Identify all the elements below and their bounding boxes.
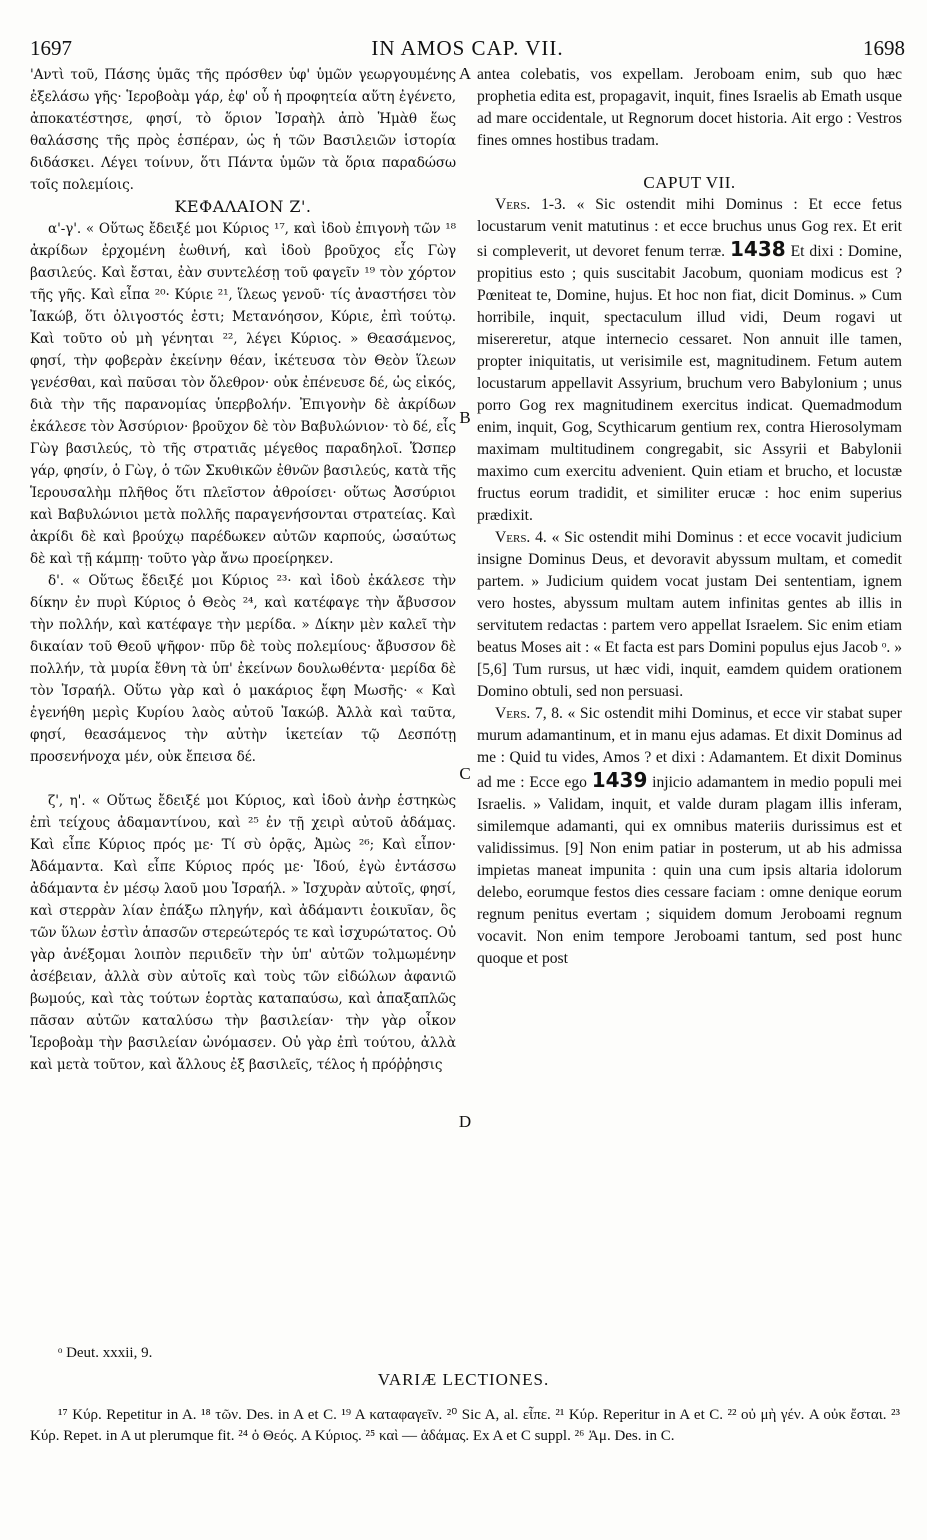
page-header xyxy=(30,36,905,62)
spacer xyxy=(30,768,456,790)
latin-paragraph-4 xyxy=(477,703,902,970)
greek-paragraph-3: δ'. « Οὕτως ἔδειξέ μοι Κύριος ²³· καὶ ἰδοὺ ἐκάλεσε τὴν δίκην ἐν πυρὶ Κύριος ὁ Θεὸς ²⁴, καὶ κατέφαγε τὴν ἄβυσσον τὴν πολλήν, καὶ κατέφαγε τὴν μερίδα. » Δίκην μὲν καλεῖ τὴν δικαίαν τοῦ Θεοῦ ψῆφον· πῦρ δὲ τοὺς πολεμίους· ἄβυσσον δὲ πολλήν, τὰ μυρία ἔθνη τὰ ὑπ' ἐκείνων δουλωθέντα· μερίδα δὲ τὸν Ἰσραήλ. Οὕτω γὰρ καὶ ὁ μακάριος ἔφη Μωσῆς· « Καὶ ἐγενήθη μερὶς Κυρίου λαὸς αὐτοῦ Ἰακώβ. Ἀλλὰ καὶ ταῦτα, φησί, θεασάμενος τὴν αὐτὴν ἱκετείαν τῷ Δεσπότῃ προσενήνοχα μέν, οὐκ ἔπεισα δέ. xyxy=(30,573,456,765)
page-number-left: 1697 xyxy=(30,36,72,60)
latin-column xyxy=(477,64,902,970)
greek-paragraph-4: ζ', η'. « Οὕτως ἔδειξέ μοι Κύριος, καὶ ἰδοὺ ἀνὴρ ἑστηκὼς ἐπὶ τείχους ἀδαμαντίνου, καὶ ²⁵ ἐν τῇ χειρὶ αὐτοῦ ἀδάμας. Καὶ εἶπε Κύριος πρός με· Τί σὺ ὁρᾷς, Ἀμὼς ²⁶; Καὶ εἶπον· Ἀδάμαντα. Καὶ εἶπε Κύριος πρός με· Ἰδού, ἐγὼ ἐντάσσω ἀδάμαντα ἐν μέσῳ λαοῦ μου Ἰσραήλ. » Ἰσχυρὰν αὐτοῖς, φησί, καὶ στερρὰν λίαν ἐπάξω πληγήν, καὶ ἀδάμαντι ἐοικυῖαν, ὃς τῶν ὕλων ἐστὶν ἁπασῶν στερεώτερός τε καὶ ἰσχυρώτατος. Οὐ γὰρ ἀνέξομαι λοιπὸν περιιδεῖν τὴν ὑπ' αὐτῶν τολμωμένην ἀσέβειαν, ἀλλὰ σὺν αὐτοῖς καὶ τοὺς τῶν εἰδώλων ἀφανιῶ βωμούς, καὶ τὰς τούτων ἑορτὰς καταπαύσω, καὶ ἀπαξαπλῶς πᾶσαν αὐτῶν καταλύσω τὴν βασιλείαν· τὴν γὰρ οἶκον Ἱεροβοὰμ τὴν βασιλείαν ὠνόμασεν. Οὐ γὰρ ἐπὶ τούτου, ἀλλὰ καὶ μετὰ τοῦτον, καὶ ἄλλους ἐξ βασιλεῖς, τέλος ἡ πρόῤῥησις xyxy=(30,793,456,1073)
variae-lectiones-title: VARIÆ LECTIONES. xyxy=(377,1370,550,1389)
latin-text: « Sic ostendit mihi Dominus : Et ecce fetus locustarum venit matutinus : et ecce bruchus unus Gog rex. Et erit si compleverit, ut devoret fenum terræ. xyxy=(477,196,902,260)
latin-text: Et dixi : Domine, propitius esto ; quis suscitabit Jacobum, quoniam modicus est ? Pœniteat te, Domine, hujus. Et hoc non fiat, dicit Dominus. » Cum horribile, inquit, spectaculum illud vidi, Deum rogavi ut misereretur, atque internecio cessaret. Non annuit ille tamen, propter iniquitatis, ut verisimile est, magnitudinem. Fetum autem locustarum appellavit Assyrium, bruchum vero Babylonium ; unus porro Gog rex magnitudinem exercitus indicat. Quemadmodum enim, inquit, Gog, Scythicarum gentium rex, contra Hierosolymam maximam multitudinem congregabit, sic Assyrii et Babylonii maximo cum exercitu advenient. Quin etiam et brucho, et locustæ fructus eorum tradidit, et similiter erucæ : hoc enim superius prædixit. xyxy=(477,243,902,524)
verse-ref: Vers. 1-3. xyxy=(495,196,566,213)
greek-paragraph-2: α'-γ'. « Οὕτως ἔδειξέ μοι Κύριος ¹⁷, καὶ ἰδοὺ ἐπιγονὴ τῶν ¹⁸ ἀκρίδων ἐρχομένη ἑωθινή, καὶ ἰδοὺ βροῦχος εἷς Γὼγ βασιλεύς. Καὶ ἔσται, ἐὰν συντελέσῃ τοῦ φαγεῖν ¹⁹ τὸν χόρτον τῆς γῆς. Καὶ εἶπα ²⁰· Κύριε ²¹, ἵλεως γενοῦ· τίς ἀναστήσει τὸν Ἰακώβ, ὅτι ὀλιγοστός ἐστι; Μετανόησον, Κύριε, ἐπὶ τούτῳ. Καὶ τοῦτο οὐ μὴ γένηται ²², λέγει Κύριος. » Θεασάμενος, φησί, τὴν φοβερὰν ἐκείνην θέαν, ἱκέτευσα τὸν Θεὸν ἵλεων γενέσθαι, καὶ παῦσαι τὸν ὄλεθρον· οὐκ ἐπένευσε δέ, ὡς εἰκός, διὰ τὴν τῆς παρανομίας ὑπερβολήν. Ἐπιγονὴν δὲ ἀκρίδων ἐκάλεσε τὸν Ἀσσύριον· βροῦχον δὲ τὸν Βαβυλώνιον· τὸ δέ, εἷς Γὼγ βασιλεύς, τὸ τῆς στρατιᾶς μέγεθος παραδηλοῖ. Ὥσπερ γάρ, φησίν, ὁ Γὼγ, ὁ τῶν Σκυθικῶν ἐθνῶν βασιλεύς, κατὰ τῆς Ἱερουσαλὴμ πλῆθος ὅτι πλεῖστον ἀθροίσει· οὕτως Ἀσσύριοι καὶ Βαβυλώνιοι μετὰ πολλῆς παραγενήσονται στρατείας. Καὶ ἀκρίδι δὲ καὶ βρούχῳ παρέδωκεν αὐτῶν καρπούς, ὡσαύτως δὲ καὶ τῇ κάμπῃ· τοῦτο γὰρ ἄνω προείρηκεν. xyxy=(30,221,456,567)
latin-text: « Sic ostendit mihi Dominus : et ecce vocavit judicium insigne Dominus Deus, et devoravit abyssum multam, et comedit partem. » Judicium quidem vocat justam Dei sententiam, ignem vero hostes, abyssum multam autem infinitas gentes ab illis in servitutem redactas : partem vero appellat Israelem. Sic enim etiam beatus Moses ait : « Et facta est pars Domini populus ejus Jacob ᵒ. » [5,6] Tum rursus, ut hæc vidi, inquit, eamdem quidem orationem Domino obtuli, sed non persuasi. xyxy=(477,529,902,700)
latin-paragraph-2 xyxy=(477,194,902,527)
verse-ref: Vers. 7, 8. xyxy=(495,705,563,722)
column-number: 1438 xyxy=(730,237,786,261)
running-title: IN AMOS CAP. VII. xyxy=(371,36,564,60)
latin-text: injicio adamantem in medio populi mei Israelis. » Validam, inquit, et valde duram plagam illis inferam, similemque adamanti, qui ex omnibus materiis durissimus est et validissimus. [9] Non enim patiar in posterum, ut ab his admissa impietas maneat impunita : quin una cum ipsis altaria idolorum delebo, eorumque festos dies cessare faciam : omne denique eorum regnum penitus evertam ; siquidem domum Jeroboami regnum vocavit. Non enim tempore Jeroboami tantum, sed post hunc quoque et post xyxy=(477,774,902,967)
margin-letter-b: B xyxy=(459,408,471,427)
variant-readings: ¹⁷ Κύρ. Repetitur in A. ¹⁸ τῶν. Des. in A et C. ¹⁹ A καταφαγεῖν. ²⁰ Sic A, al. εἶπε. ²¹ Κύρ. Reperitur in A et C. ²² οὐ μὴ γέν. A οὐκ ἔσται. ²³ Κύρ. Repet. in A ut plerumque fit. ²⁴ ὁ Θεός. A Κύριος. ²⁵ καὶ — ἀδάμας. Ex A et C suppl. ²⁶ Ἀμ. Des. in C. xyxy=(30,1407,900,1444)
latin-paragraph-1: antea colebatis, vos expellam. Jeroboam enim, sub quo hæc prophetia edita est, propagavit, inquit, fines Israelis ab Emath usque ad mare occidentale, ut Regnorum docet historia. Ait ergo : Vestros fines omnes hostibus tradam. xyxy=(477,66,902,149)
greek-chapter-title: ΚΕΦΑΛΑΙΟΝ Ζ'. xyxy=(174,197,312,216)
latin-text: « Sic ostendit mihi Dominus, et ecce vir stabat super murum adamantinum, et in manu ejus adamas. Et dixit Dominus ad me : Quid tu vides, Amos ? et dixi : Adamantem. Et dixit Dominus ad me : Ecce ego xyxy=(477,705,902,791)
verse-ref: Vers. 4. xyxy=(495,529,547,546)
page-number-right: 1698 xyxy=(863,36,905,60)
margin-letter-d: D xyxy=(458,1112,472,1131)
latin-paragraph-3 xyxy=(477,527,902,703)
column-number: 1439 xyxy=(591,768,648,792)
greek-column xyxy=(30,64,456,1076)
footnote: ᵒ Deut. xxxii, 9. xyxy=(58,1345,153,1361)
greek-paragraph-1: 'Αντὶ τοῦ, Πάσης ὑμᾶς τῆς πρόσθεν ὑφ' ὑμῶν γεωργουμένης ἐξελάσω γῆς· Ἱεροβοὰμ γάρ, ἐφ' οὗ ἡ προφητεία αὕτη ἐγένετο, ἀποκατέστησε, φησί, τὸ ὅριον Ἰσραὴλ ἀπὸ Ἡμὰθ ἕως θαλάσσης τῆς πρὸς ἑσπέραν, ὡς ἡ τῶν Βασιλειῶν ἱστορία διδάσκει. Λέγει τοίνυν, ὅτι Πάντα ὑμῶν τὰ ὅρια παραδώσω τοῖς πολεμίοις. xyxy=(30,67,456,193)
margin-letter-c: C xyxy=(459,764,471,783)
latin-chapter-title: CAPUT VII. xyxy=(643,173,736,192)
margin-letter-a: A xyxy=(458,64,472,83)
